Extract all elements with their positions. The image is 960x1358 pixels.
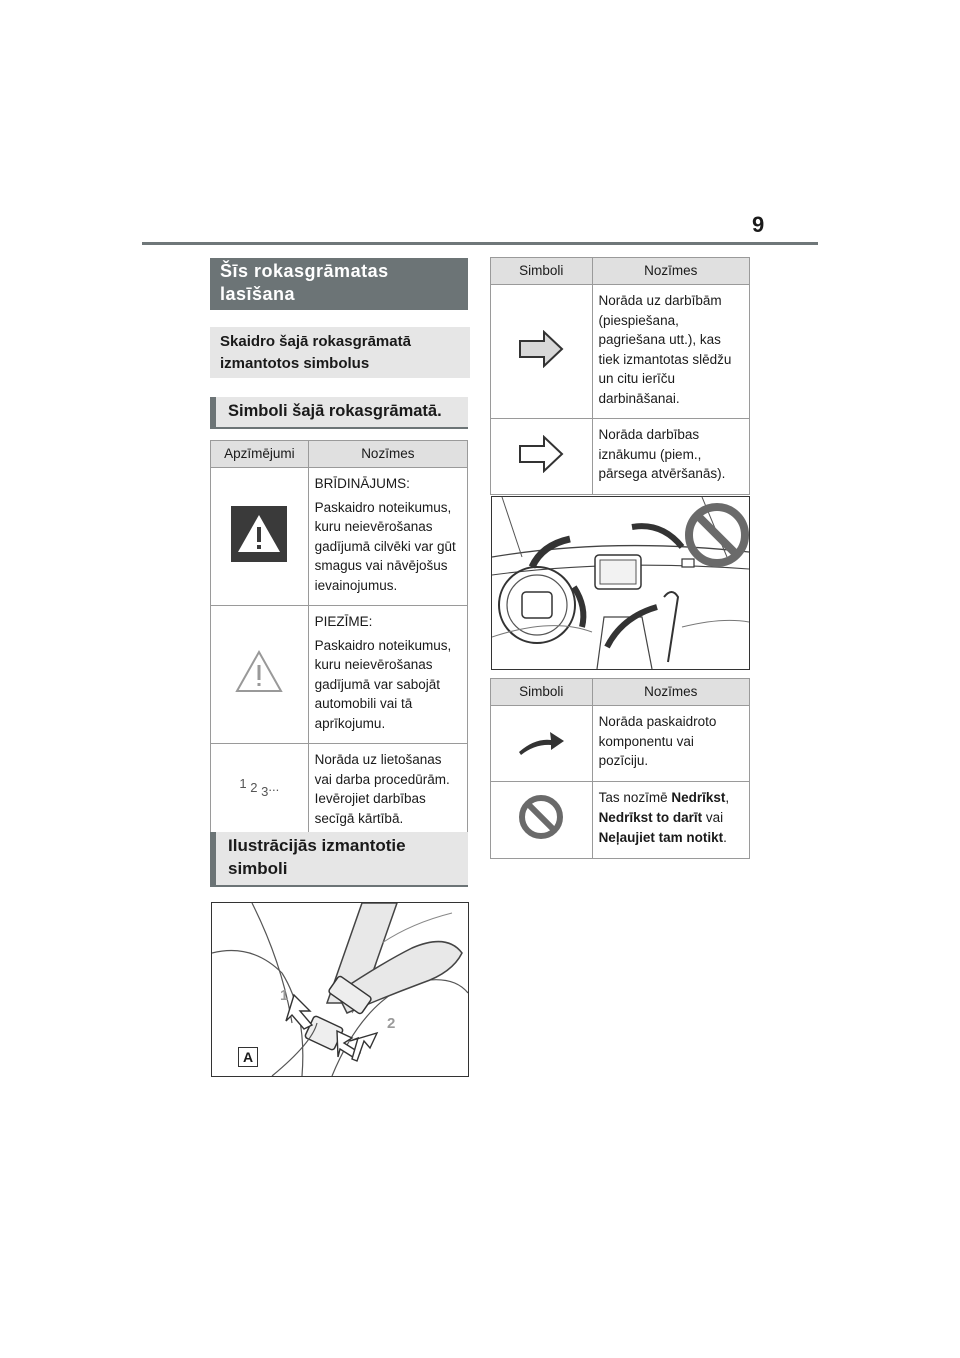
table-row — [491, 419, 750, 495]
page-title-text: Šīs rokasgrāmatas lasīšana — [220, 261, 389, 304]
table-header: Simboli — [491, 679, 593, 706]
table-row — [211, 468, 468, 606]
filled-arrow-icon — [518, 330, 564, 368]
table-header: Apzīmējumi — [211, 441, 309, 468]
illustration-symbols-table — [490, 678, 750, 859]
steps-text: Norāda uz lietošanas vai darba procedūrām. Ievērojiet darbības secīgā kārtībā. — [314, 752, 450, 826]
seatbelt-illustration — [211, 902, 469, 1077]
warning-title: BRĪDINĀJUMS: — [314, 476, 410, 491]
manual-symbols-table — [210, 440, 468, 839]
table-header: Nozīmes — [308, 441, 467, 468]
dashboard-drawing — [492, 497, 749, 669]
warning-text: Paskaidro noteikumus, kuru neievērošanas gadījumā cilvēki var gūt smagus vai nāvējošus ievainojumus. — [314, 499, 456, 593]
table-row — [211, 606, 468, 744]
intro-box — [210, 327, 470, 378]
label-a: A — [238, 1047, 258, 1067]
header-rule — [142, 242, 818, 245]
caution-title: PIEZĪME: — [314, 614, 373, 629]
outline-arrow-text: Norāda darbības iznākumu (piem., pārsega atvēršanās). — [598, 427, 726, 481]
table-row — [491, 706, 750, 782]
filled-arrow-text: Norāda uz darbībām (piespiešana, pagriešana utt.), kas tiek izmantotas slēdžu un citu ierīču darbināšanai. — [598, 293, 732, 406]
outline-arrow-icon — [518, 435, 564, 473]
symbols-heading-text: Simboli šajā rokasgrāmatā. — [228, 402, 442, 420]
warning-triangle-icon — [231, 506, 287, 562]
table-row — [491, 781, 750, 858]
intro-text: Skaidro šajā rokasgrāmatā izmantotos simbolus — [220, 333, 411, 372]
prohibition-icon — [518, 794, 564, 840]
arrow-symbols-table — [490, 257, 750, 495]
dashboard-illustration — [491, 496, 750, 670]
symbols-heading — [210, 397, 468, 429]
table-header: Simboli — [491, 258, 593, 285]
page-title — [210, 258, 468, 310]
curved-arrow-icon — [517, 726, 565, 756]
table-row — [211, 744, 468, 839]
page-number: 9 — [752, 212, 765, 237]
caution-triangle-icon — [234, 649, 284, 695]
illus-heading — [210, 832, 468, 887]
table-header: Nozīmes — [592, 258, 749, 285]
callout-1: 1 — [280, 987, 289, 1004]
table-row — [491, 285, 750, 419]
caution-text: Paskaidro noteikumus, kuru neievērošanas gadījumā var sabojāt automobili vai tā aprīkojumu. — [314, 637, 452, 731]
prohibition-text: Tas nozīmē Nedrīkst, Nedrīkst to darīt vai Neļaujiet tam notikt. — [598, 789, 730, 845]
curved-arrow-text: Norāda paskaidroto komponentu vai pozīciju. — [598, 714, 717, 768]
callout-2: 2 — [387, 1015, 396, 1032]
step-numbers-icon: 1 2 3... — [239, 776, 280, 799]
illus-heading-text: Ilustrācijās izmantotie simboli — [228, 836, 406, 878]
table-header: Nozīmes — [592, 679, 749, 706]
